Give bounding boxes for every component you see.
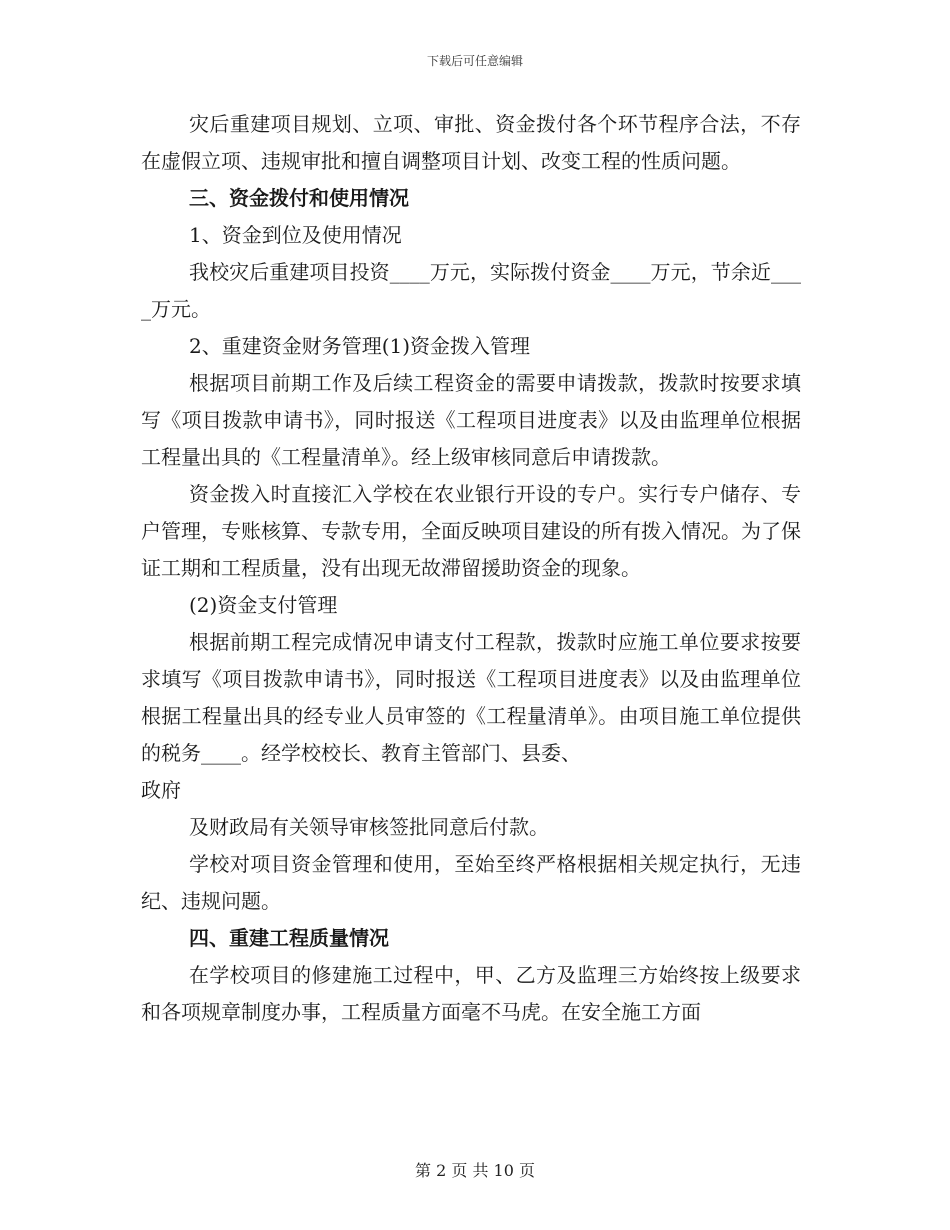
paragraph: 资金拨入时直接汇入学校在农业银行开设的专户。实行专户储存、专户管理，专账核算、专款专用，全面反映项目建设的所有拨入情况。为了保证工期和工程质量，没有出现无故滞留援助资金的现象。 (141, 482, 801, 580)
paragraph: 根据项目前期工作及后续工程资金的需要申请拨款，拨款时按要求填写《项目拨款申请书》，同时报送《工程项目进度表》以及由监理单位根据工程量出具的《工程量清单》。经上级审核同意后申请拨款。 (141, 371, 801, 469)
paragraph: 学校对项目资金管理和使用，至始至终严格根据相关规定执行，无违纪、违规问题。 (141, 852, 801, 913)
paragraph: 在学校项目的修建施工过程中，甲、乙方及监理三方始终按上级要求和各项规章制度办事，工程质量方面毫不马虎。在安全施工方面 (141, 963, 801, 1024)
section-heading: 四、重建工程质量情况 (189, 926, 389, 950)
page-number: 第 2 页 共 10 页 (415, 1161, 535, 1180)
subheading: (2)资金支付管理 (189, 593, 338, 617)
paragraph: 根据前期工程完成情况申请支付工程款，拨款时应施工单位要求按要求填写《项目拨款申请书》，同时报送《工程项目进度表》以及由监理单位根据工程量出具的经专业人员审签的《工程量清单》。由项目施工单位提供的税务____。经学校校长、教育主管部门、县委、 (141, 630, 801, 765)
paragraph: 灾后重建项目规划、立项、审批、资金拨付各个环节程序合法，不存在虚假立项、违规审批和擅自调整项目计划、改变工程的性质问题。 (141, 112, 801, 173)
document-body (141, 106, 801, 1031)
page-header: 下载后可任意编辑 (426, 54, 523, 68)
paragraph: 及财政局有关领导审核签批同意后付款。 (189, 815, 549, 839)
paragraph: 政府 (141, 778, 181, 802)
section-heading: 三、资金拨付和使用情况 (189, 186, 409, 210)
subheading: 2、重建资金财务管理(1)资金拨入管理 (189, 334, 531, 358)
paragraph: 我校灾后重建项目投资____万元，实际拨付资金____万元，节余近____万元。 (141, 260, 801, 321)
subheading: 1、资金到位及使用情况 (189, 223, 402, 247)
